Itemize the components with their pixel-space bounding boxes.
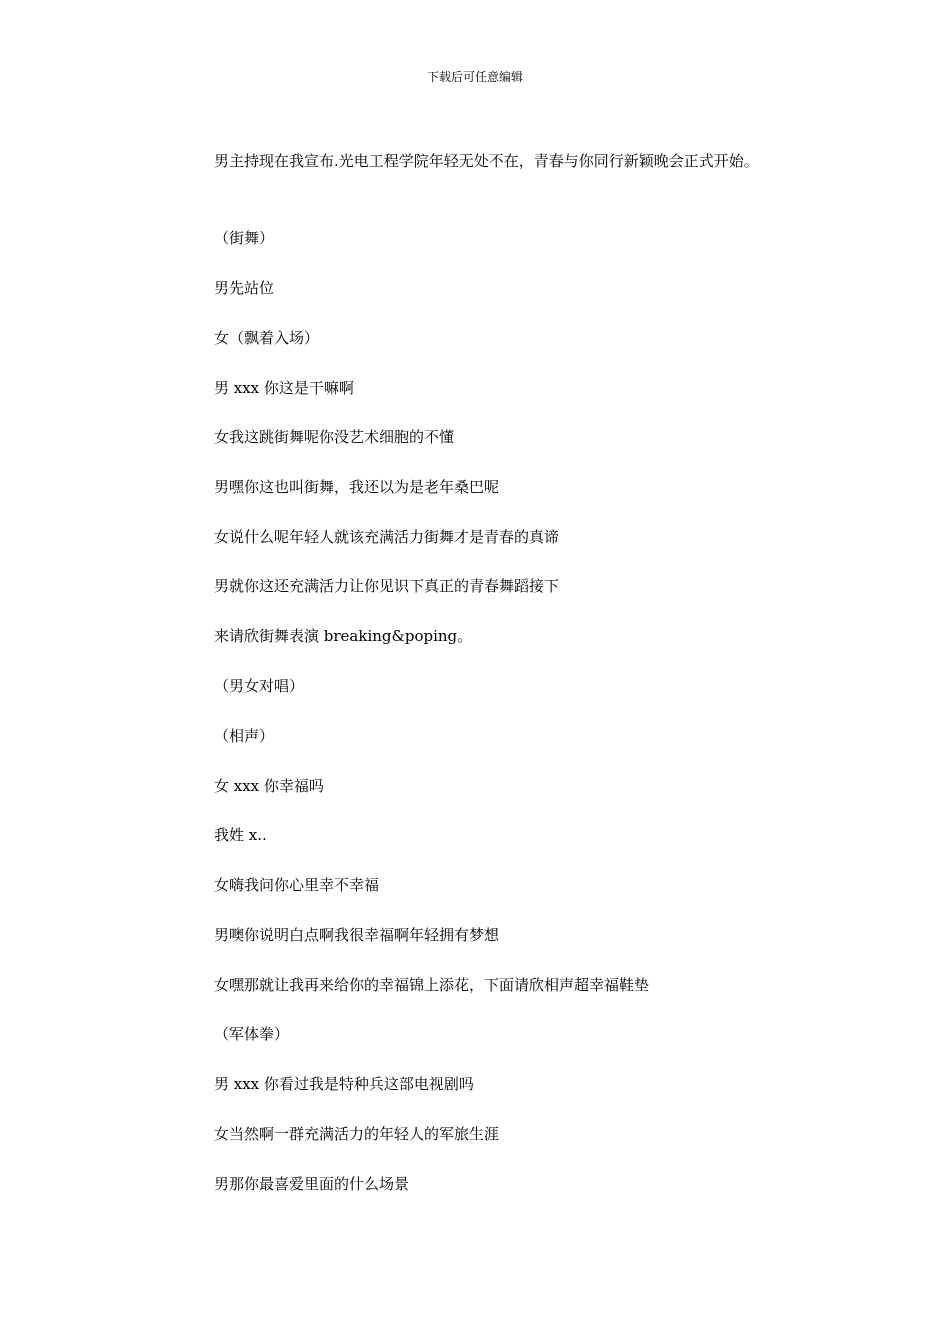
paragraph-opening: 男主持现在我宣布.光电工程学院年轻无处不在，青春与你同行新颖晚会正式开始。 (214, 152, 759, 170)
header-title: 下载后可任意编辑 (426, 70, 523, 84)
paragraph: （男女对唱） (214, 677, 305, 695)
paragraph: 女当然啊一群充满活力的年轻人的军旅生涯 (214, 1125, 500, 1143)
paragraph: 男噢你说明白点啊我很幸福啊年轻拥有梦想 (214, 926, 500, 944)
paragraph: 来请欣街舞表演 breaking&poping。 (214, 627, 473, 645)
paragraph: 男 xxx 你这是干嘛啊 (214, 379, 354, 397)
paragraph: （相声） (214, 727, 275, 745)
paragraph: 女我这跳街舞呢你没艺术细胞的不懂 (214, 428, 455, 446)
paragraph: 男那你最喜爱里面的什么场景 (214, 1175, 410, 1193)
paragraph: 男 xxx 你看过我是特种兵这部电视剧吗 (214, 1075, 474, 1093)
paragraph: 女嘿那就让我再来给你的幸福锦上添花，下面请欣相声超幸福鞋垫 (214, 976, 650, 994)
paragraph: 女（飘着入场） (214, 329, 320, 347)
paragraph: 男就你这还充满活力让你见识下真正的青春舞蹈接下 (214, 577, 560, 595)
paragraph: （军体拳） (214, 1025, 290, 1043)
paragraph: （街舞） (214, 229, 275, 247)
paragraph: 女说什么呢年轻人就该充满活力街舞才是青春的真谛 (214, 528, 560, 546)
paragraph: 女嗨我问你心里幸不幸福 (214, 876, 380, 894)
paragraph: 男先站位 (214, 279, 275, 297)
paragraph: 我姓 x.. (214, 826, 267, 844)
paragraph: 女 xxx 你幸福吗 (214, 777, 324, 795)
paragraph: 男嘿你这也叫街舞，我还以为是老年桑巴呢 (214, 478, 500, 496)
